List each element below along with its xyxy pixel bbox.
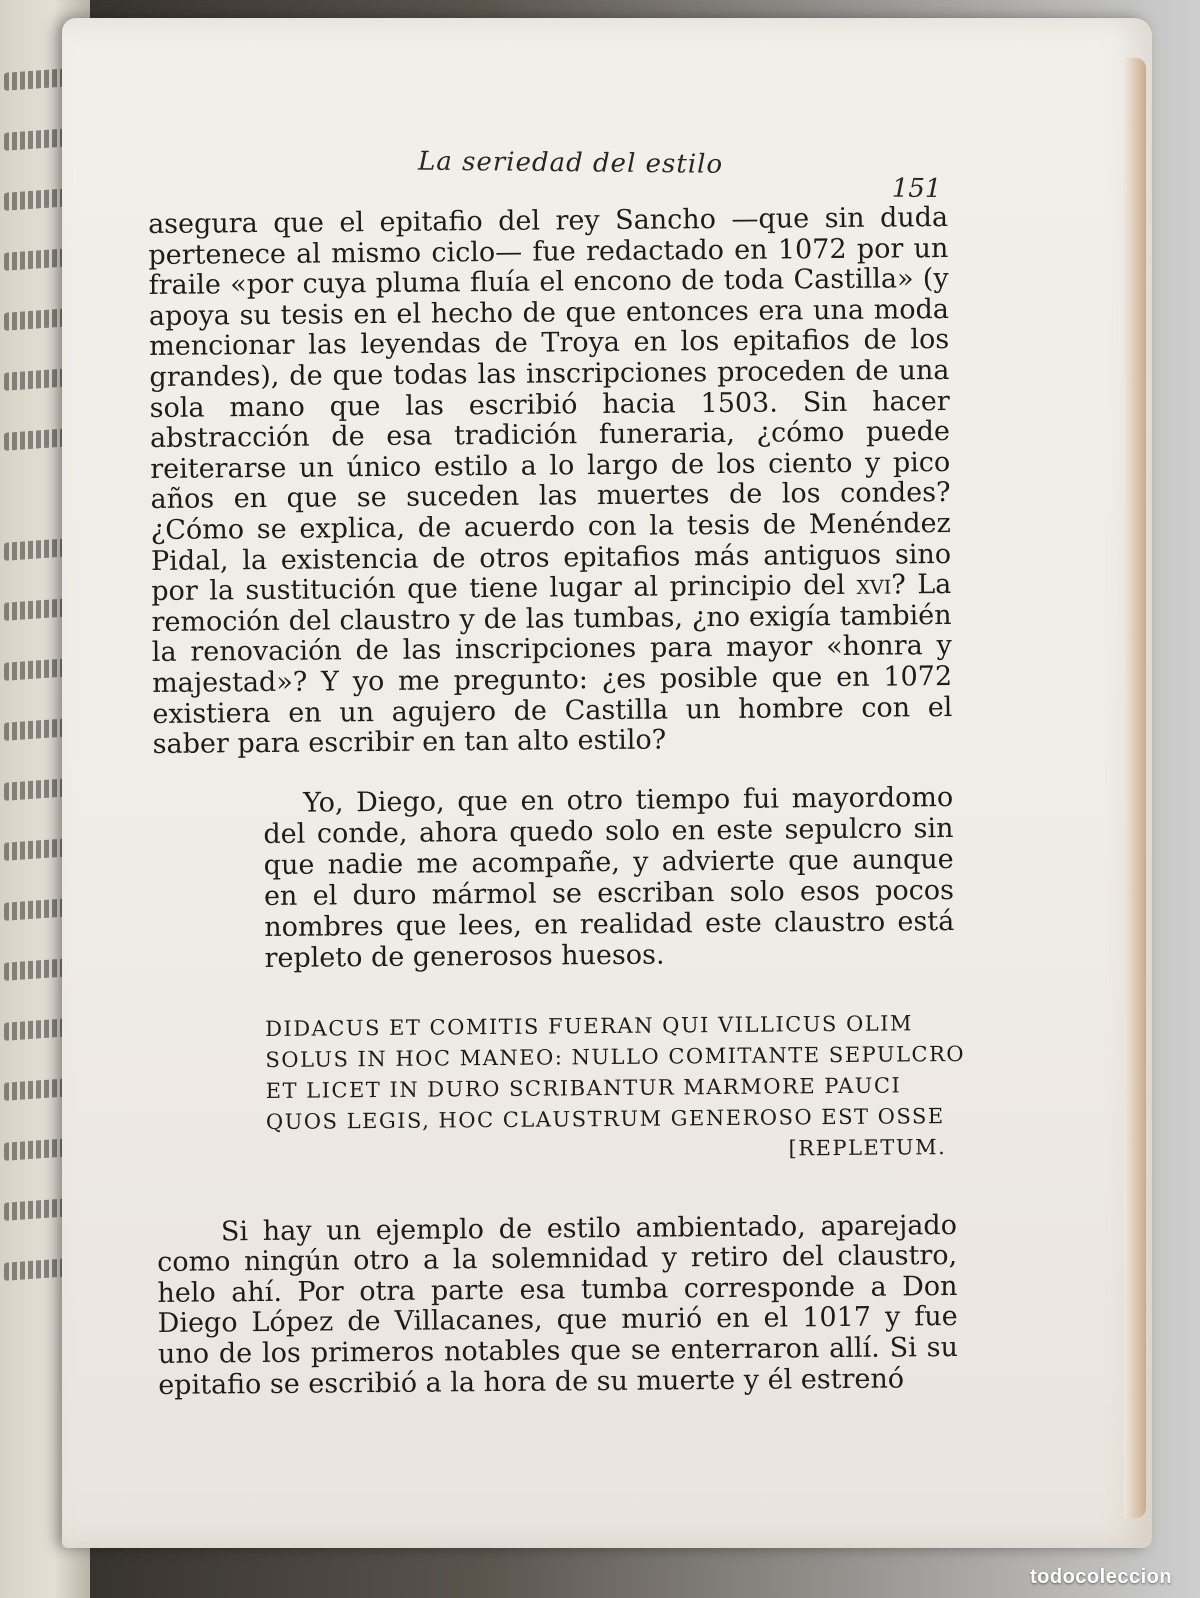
century-numeral: xvi [856, 569, 892, 601]
translation-block-quote: Yo, Diego, que en otro tiempo fui mayordomo del conde, ahora quedo solo en este sepulcro sin que nadie me acompañe, y advierte que aunque en el duro mármol se escriban solo esos pocos nombres que lees, en realidad este claustro está repleto de generosos huesos. [263, 781, 955, 974]
body-paragraph [148, 203, 953, 761]
epitaph-line: QUOS LEGIS, HOC CLAUSTRUM GENEROSO EST OSSE [265, 1103, 945, 1134]
paragraph-text: asegura que el epitafio del rey Sancho —que sin duda pertenece al mismo ciclo— fue redactado en 1072 por un fraile «por cuya pluma fluía el encono de toda Castilla» (y apoya su tesis en el hecho de que entonces era una moda mencionar las leyendas de Troya en los epitafios de los grandes), de que todas las inscripciones proceden de una sola mano que las escribió hacia 1503. Sin hacer abstracción de esa tradición funeraria, ¿cómo puede reiterarse un único estilo a lo largo de los ciento y pico años en que se suceden las muertes de los condes? ¿Cómo se explica, de acuerdo con la tesis de Menéndez Pidal, la existencia de otros epitafios más antiguos sino por la sustitución que tiene lugar al principio del [147, 202, 952, 608]
body-paragraph: Si hay un ejemplo de estilo ambientado, aparejado como ningún otro a la solemnidad y retiro del claustro, helo ahí. Por otra parte esa tumba corresponde a Don Diego López de Villacanes, que murió en el 1017 y fue uno de los primeros notables que se enterraron allí. Si su epitafio se escribió a la hora de su muerte y él estrenó [157, 1209, 959, 1401]
epitaph-line: DIDACUS ET COMITIS FUERAN QUI VILLICUS OLIM [265, 1011, 914, 1041]
text-block [147, 202, 966, 1401]
epitaph-line: ET LICET IN DURO SCRIBANTUR MARMORE PAUCI [265, 1073, 902, 1103]
watermark: todocoleccion [1030, 1566, 1173, 1588]
paragraph-text-continued: ? La remoción del claustro y de las tumbas, ¿no exigía también la renovación de las inscripciones para mayor «honra y majestad»? Y yo me pregunto: ¿es posible que en 1072 existiera en un agujero de Castilla un hombre con el saber para escribir en tan alto estilo? [151, 569, 953, 761]
epitaph-line: SOLUS IN HOC MANEO: NULLO COMITANTE SEPULCRO [265, 1041, 966, 1072]
page-number: 151 [891, 173, 942, 205]
epitaph-line-turnover: [REPLETUM. [788, 1134, 947, 1161]
page-stack-edge [1124, 58, 1146, 1518]
running-head-title: La seriedad del estilo [417, 146, 724, 180]
latin-epitaph [265, 1008, 966, 1169]
